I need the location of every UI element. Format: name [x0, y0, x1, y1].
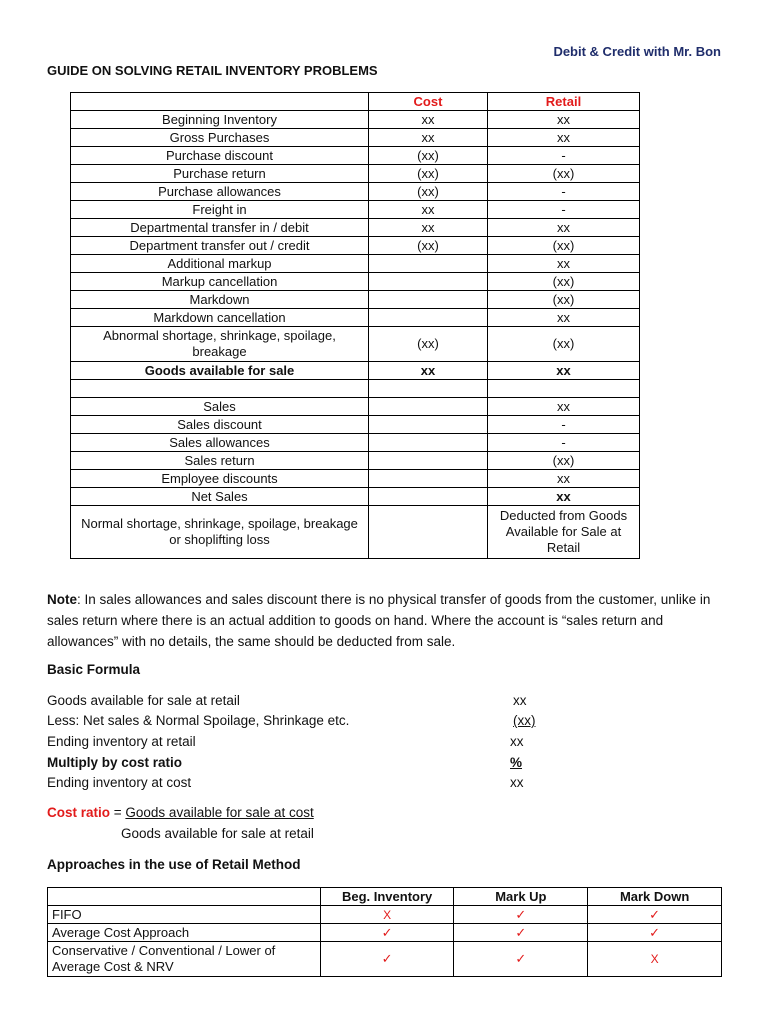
- table-cell-retail: (xx): [488, 452, 640, 470]
- table-cell-item: Sales discount: [71, 416, 369, 434]
- cost-ratio-label: Cost ratio: [47, 805, 111, 820]
- table-row: [71, 380, 640, 398]
- formula-value: (xx): [513, 713, 536, 728]
- table-cell-cost: (xx): [369, 183, 488, 201]
- cross-icon: X: [650, 952, 659, 966]
- approach-cell: [454, 906, 588, 924]
- table-cell-item: Department transfer out / credit: [71, 237, 369, 255]
- table-cell-retail: xx: [488, 129, 640, 147]
- formula-row: [47, 775, 567, 795]
- table-row: [71, 362, 640, 380]
- table-row: [71, 506, 640, 559]
- table-cell-item: Markdown cancellation: [71, 309, 369, 327]
- approach-cell: [588, 906, 722, 924]
- approaches-row: [48, 924, 722, 942]
- table-cell-cost: [369, 452, 488, 470]
- cost-ratio-numerator: Goods available for sale at cost: [125, 805, 314, 820]
- check-icon: ✓: [649, 906, 661, 922]
- table-cell-item: Freight in: [71, 201, 369, 219]
- check-icon: ✓: [515, 924, 527, 940]
- table-row: [71, 201, 640, 219]
- table-cell-retail: xx: [488, 398, 640, 416]
- table-cell-cost: [369, 273, 488, 291]
- approach-cell: [454, 942, 588, 977]
- table-cell-retail: (xx): [488, 165, 640, 183]
- formula-value: %: [510, 755, 523, 770]
- check-icon: ✓: [381, 951, 393, 966]
- formula-row: [47, 734, 567, 754]
- table-cell-cost: [369, 434, 488, 452]
- approach-name: FIFO: [48, 906, 321, 924]
- formula-value: xx: [510, 775, 524, 790]
- table-cell-cost: xx: [369, 129, 488, 147]
- table-cell-item: Purchase return: [71, 165, 369, 183]
- table-cell-item: Markdown: [71, 291, 369, 309]
- formula-row: [47, 693, 567, 713]
- note-paragraph: [47, 589, 727, 652]
- column-header: Cost: [369, 93, 488, 111]
- approaches-column-header: Mark Down: [588, 888, 722, 906]
- table-cell-retail: (xx): [488, 273, 640, 291]
- table-cell-retail: -: [488, 434, 640, 452]
- table-cell-cost: [369, 380, 488, 398]
- column-header: [71, 93, 369, 111]
- table-row: [71, 452, 640, 470]
- table-cell-item: Gross Purchases: [71, 129, 369, 147]
- formula-value: xx: [510, 734, 524, 749]
- note-label: Note: [47, 592, 77, 607]
- table-cell-cost: [369, 506, 488, 559]
- table-cell-retail: [488, 380, 640, 398]
- table-cell-item: Sales allowances: [71, 434, 369, 452]
- table-row: [71, 291, 640, 309]
- table-cell-cost: (xx): [369, 327, 488, 362]
- brand-label: Debit & Credit with Mr. Bon: [553, 44, 721, 59]
- approaches-table: [47, 887, 722, 977]
- table-cell-item: [71, 380, 369, 398]
- column-header: Retail: [488, 93, 640, 111]
- table-cell-retail: xx: [488, 219, 640, 237]
- formula-label: Less: Net sales & Normal Spoilage, Shrinkage etc.: [47, 713, 350, 728]
- approach-cell: [320, 924, 454, 942]
- retail-inventory-table: [70, 92, 640, 559]
- table-cell-cost: xx: [369, 201, 488, 219]
- table-cell-item: Net Sales: [71, 488, 369, 506]
- table-row: [71, 273, 640, 291]
- approaches-row: [48, 906, 722, 924]
- formula-label: Goods available for sale at retail: [47, 693, 240, 708]
- table-cell-retail: xx: [488, 309, 640, 327]
- table-row: [71, 327, 640, 362]
- table-cell-retail: -: [488, 183, 640, 201]
- page-title: GUIDE ON SOLVING RETAIL INVENTORY PROBLEMS: [47, 63, 378, 78]
- table-row: [71, 309, 640, 327]
- formula-label: Ending inventory at cost: [47, 775, 192, 790]
- approach-name: Average Cost Approach: [48, 924, 321, 942]
- table-cell-retail: xx: [488, 470, 640, 488]
- approach-cell: [588, 942, 722, 977]
- approaches-column-header: [48, 888, 321, 906]
- table-cell-item: Markup cancellation: [71, 273, 369, 291]
- table-row: [71, 398, 640, 416]
- table-row: [71, 183, 640, 201]
- table-row: [71, 488, 640, 506]
- formula-label: Ending inventory at retail: [47, 734, 196, 749]
- table-cell-retail: -: [488, 147, 640, 165]
- table-cell-item: Purchase allowances: [71, 183, 369, 201]
- table-cell-item: Purchase discount: [71, 147, 369, 165]
- table-row: [71, 237, 640, 255]
- table-cell-cost: (xx): [369, 147, 488, 165]
- table-cell-item: Goods available for sale: [71, 362, 369, 380]
- approach-cell: [320, 942, 454, 977]
- table-row: [71, 416, 640, 434]
- table-cell-cost: (xx): [369, 165, 488, 183]
- table-row: [71, 255, 640, 273]
- table-row: [71, 434, 640, 452]
- table-cell-cost: [369, 398, 488, 416]
- table-cell-item: Sales return: [71, 452, 369, 470]
- table-cell-cost: xx: [369, 362, 488, 380]
- cost-ratio-formula: [47, 805, 314, 820]
- table-cell-cost: [369, 291, 488, 309]
- approach-cell: [320, 906, 454, 924]
- check-icon: ✓: [381, 924, 393, 940]
- table-cell-retail: (xx): [488, 237, 640, 255]
- table-cell-cost: xx: [369, 219, 488, 237]
- check-icon: ✓: [649, 924, 661, 940]
- formula-row: [47, 755, 567, 775]
- table-row: [71, 470, 640, 488]
- formula-label: Multiply by cost ratio: [47, 755, 183, 770]
- approaches-heading: Approaches in the use of Retail Method: [47, 857, 301, 872]
- table-cell-retail: (xx): [488, 327, 640, 362]
- table-cell-item: Abnormal shortage, shrinkage, spoilage, breakage: [71, 327, 369, 362]
- table-cell-item: Additional markup: [71, 255, 369, 273]
- table-cell-item: Sales: [71, 398, 369, 416]
- approaches-column-header: Beg. Inventory: [320, 888, 454, 906]
- table-cell-retail: xx: [488, 111, 640, 129]
- cost-ratio-denominator: Goods available for sale at retail: [121, 826, 314, 841]
- table-cell-cost: [369, 470, 488, 488]
- formula-value: xx: [513, 693, 527, 708]
- table-cell-retail: xx: [488, 488, 640, 506]
- table-row: [71, 111, 640, 129]
- table-cell-cost: [369, 255, 488, 273]
- table-cell-cost: [369, 309, 488, 327]
- cost-ratio-equals: =: [110, 805, 126, 820]
- table-cell-cost: [369, 488, 488, 506]
- table-cell-cost: xx: [369, 111, 488, 129]
- approach-name: Conservative / Conventional / Lower of Average Cost & NRV: [48, 942, 321, 977]
- cross-icon: X: [383, 907, 392, 922]
- approaches-row: [48, 942, 722, 977]
- approaches-column-header: Mark Up: [454, 888, 588, 906]
- note-text: : In sales allowances and sales discount there is no physical transfer of goods from the customer, unlike in sales return where there is an actual addition to goods on hand. Where the account is “sales return and allowances” with no details, the same should be deducted from sale.: [47, 592, 711, 649]
- check-icon: ✓: [515, 951, 527, 966]
- table-cell-item: Beginning Inventory: [71, 111, 369, 129]
- approaches-header-row: [48, 888, 722, 906]
- table-cell-retail: -: [488, 416, 640, 434]
- table-row: [71, 165, 640, 183]
- formula-row: [47, 713, 567, 733]
- table-cell-retail: xx: [488, 362, 640, 380]
- basic-formula-heading: Basic Formula: [47, 662, 141, 677]
- table-cell-item: Normal shortage, shrinkage, spoilage, breakage or shoplifting loss: [71, 506, 369, 559]
- table-row: [71, 219, 640, 237]
- table-row: [71, 147, 640, 165]
- approach-cell: [454, 924, 588, 942]
- table-row: [71, 129, 640, 147]
- table-cell-item: Departmental transfer in / debit: [71, 219, 369, 237]
- table-cell-item: Employee discounts: [71, 470, 369, 488]
- table-cell-retail: -: [488, 201, 640, 219]
- table-cell-retail: Deducted from Goods Available for Sale at Retail: [488, 506, 640, 559]
- table-cell-cost: [369, 416, 488, 434]
- check-icon: ✓: [515, 906, 527, 922]
- table-cell-retail: (xx): [488, 291, 640, 309]
- table-cell-cost: (xx): [369, 237, 488, 255]
- table-header-row: [71, 93, 640, 111]
- table-cell-retail: xx: [488, 255, 640, 273]
- approach-cell: [588, 924, 722, 942]
